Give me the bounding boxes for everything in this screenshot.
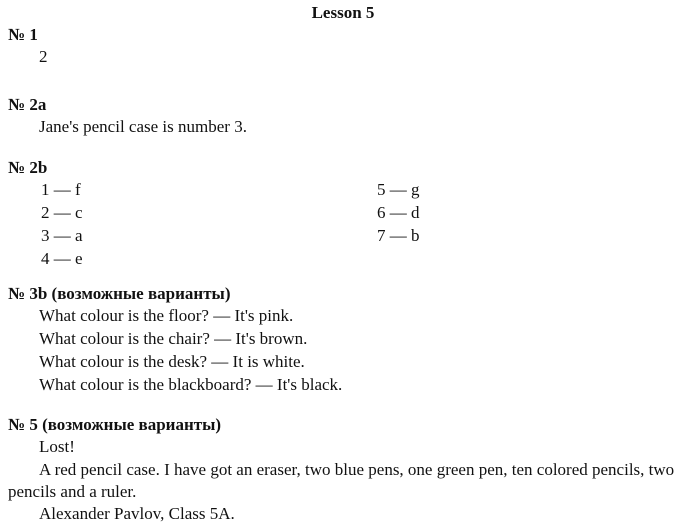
answer-line: Jane's pencil case is number 3. [39,117,247,136]
exercise-heading: № 2a [8,95,47,114]
answer-line: 2 [39,47,48,66]
matching-column-right [377,179,420,248]
exercise-3b [8,283,680,397]
exercise-5 [8,414,680,526]
matching-pair: 5 — g [377,180,420,199]
matching-pair: 6 — d [377,203,420,222]
matching-answers [8,179,680,271]
answer-line: Lost! [39,437,75,456]
answer-line: Alexander Pavlov, Class 5A. [39,504,235,523]
matching-pair: 2 — c [41,203,83,222]
answer-line: What colour is the floor? — It's pink. [39,306,294,325]
exercise-1 [8,24,680,69]
matching-pair: 7 — b [377,226,420,245]
exercise-2a [8,94,680,139]
exercise-heading: № 5 (возможные варианты) [8,415,222,434]
answer-line: What colour is the blackboard? — It's black. [39,375,343,394]
matching-pair: 4 — e [41,249,83,268]
exercise-2b [8,157,680,271]
matching-pair: 3 — a [41,226,83,245]
answer-line: What colour is the chair? — It's brown. [39,329,308,348]
answer-line: What colour is the desk? — It is white. [39,352,305,371]
exercise-heading: № 2b [8,158,48,177]
lesson-title: Lesson 5 [311,3,375,22]
matching-pair: 1 — f [41,180,81,199]
exercise-heading: № 3b (возможные варианты) [8,284,231,303]
matching-column-left [41,179,83,271]
answer-paragraph: A red pencil case. I have got an eraser, two blue pens, one green pen, ten colored pencils, two pencils and a ruler. [8,460,675,501]
exercise-heading: № 1 [8,25,38,44]
